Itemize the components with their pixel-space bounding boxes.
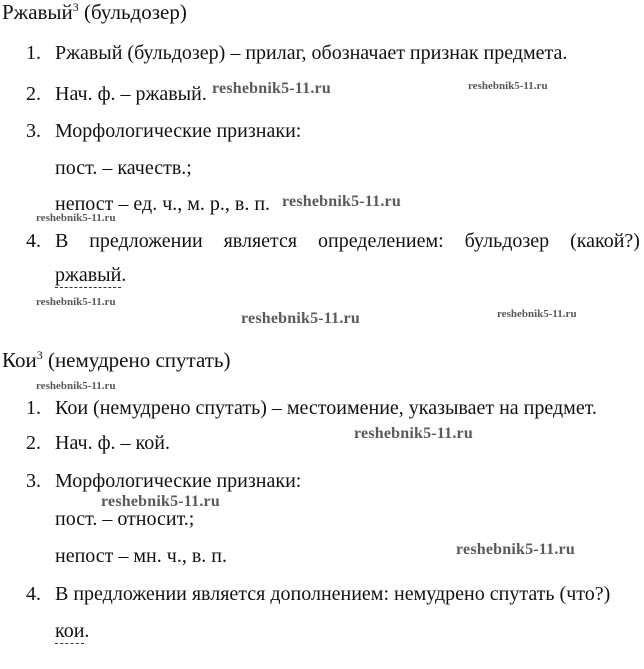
section1-item3-text: Морфологические признаки: (55, 120, 302, 142)
section1-title (2, 0, 187, 25)
section1-item4-word: бульдозер (464, 230, 550, 252)
section1-title-sup: 3 (72, 0, 79, 14)
section1-title-rest: (бульдозер) (78, 0, 187, 24)
watermark: reshebnik5-11.ru (36, 296, 116, 308)
section1-item4-answer-line (55, 264, 126, 287)
section1-item4-word: является (223, 230, 298, 252)
section2-item1-text: Кои (немудрено спутать) – местоимение, указывает на предмет. (55, 397, 597, 419)
watermark: reshebnik5-11.ru (101, 493, 220, 510)
section1-nepost: непост – ед. ч., м. р., в. п. (55, 193, 271, 215)
section2-item2-text: Нач. ф. – кой. (55, 432, 170, 454)
section2-item4-answer-line (55, 620, 89, 643)
watermark: reshebnik5-11.ru (354, 425, 473, 442)
section1-item1-text: Ржавый (бульдозер) – прилаг, обозначает признак предмета. (55, 42, 568, 64)
section1-title-word: Ржавый (2, 0, 73, 24)
watermark: reshebnik5-11.ru (212, 80, 331, 97)
section1-item1-num: 1. (26, 42, 41, 64)
section2-title-rest: (немудрено спутать) (42, 348, 231, 372)
watermark: reshebnik5-11.ru (468, 80, 548, 92)
section1-item4-answer: ржавый (55, 264, 122, 286)
section2-item4-answer: кои (55, 620, 85, 642)
section1-item3-num: 3. (26, 120, 41, 142)
section1-item2-text: Нач. ф. – ржавый. (55, 83, 207, 105)
watermark: reshebnik5-11.ru (36, 212, 116, 224)
section1-item2-num: 2. (26, 83, 41, 105)
section1-item4-word: предложении (89, 230, 203, 252)
watermark: reshebnik5-11.ru (497, 308, 577, 320)
watermark: reshebnik5-11.ru (241, 310, 360, 327)
section1-item4-word: (какой?) (570, 230, 640, 252)
section2-item4-text: В предложении является дополнением: немудрено спутать (что?) (55, 583, 611, 605)
section1-item4-end: . (121, 264, 127, 286)
section1-item4-word: В (55, 230, 69, 252)
section2-item4-num: 4. (26, 583, 41, 605)
section1-item4-text (55, 230, 640, 253)
section2-post: пост. – относит.; (55, 508, 195, 530)
section2-title (2, 348, 230, 373)
watermark: reshebnik5-11.ru (456, 541, 575, 558)
section2-title-sup: 3 (36, 348, 43, 362)
section2-item2-num: 2. (26, 432, 41, 454)
section1-item4-word: определением: (317, 230, 444, 252)
section2-title-word: Кои (2, 348, 37, 372)
section2-item3-num: 3. (26, 470, 41, 492)
section2-item4-end: . (84, 620, 90, 642)
watermark: reshebnik5-11.ru (36, 380, 116, 392)
section1-item4-num: 4. (26, 230, 41, 252)
watermark: reshebnik5-11.ru (282, 193, 401, 210)
section2-item1-num: 1. (26, 397, 41, 419)
section2-item3-text: Морфологические признаки: (55, 470, 302, 492)
section2-nepost: непост – мн. ч., в. п. (55, 545, 227, 567)
section1-post: пост. – качеств.; (55, 157, 192, 179)
